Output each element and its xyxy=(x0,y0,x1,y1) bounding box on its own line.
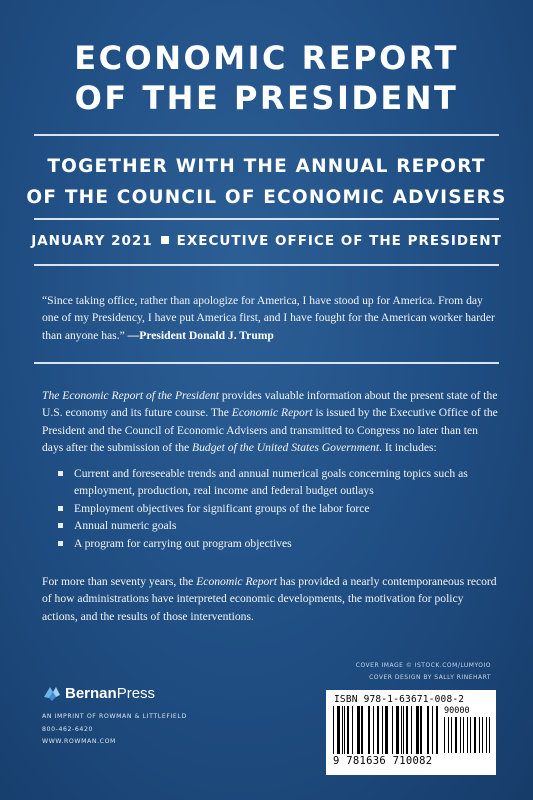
bernan-press-logo-icon xyxy=(42,683,62,703)
isbn-barcode xyxy=(326,690,496,775)
description-text-3: . It includes: xyxy=(379,441,437,455)
imprint-line: AN IMPRINT OF ROWMAN & LITTLEFIELD xyxy=(42,713,187,720)
ean-barcode-bars xyxy=(333,706,439,754)
publisher-website: WWW.ROWMAN.COM xyxy=(42,738,116,745)
cover-title xyxy=(0,38,533,118)
price-barcode-bars xyxy=(444,717,490,753)
square-separator-icon xyxy=(161,236,169,244)
subtitle-line-1: TOGETHER WITH THE ANNUAL REPORT xyxy=(47,156,486,177)
publisher-phone: 800-462-6420 xyxy=(42,725,94,733)
history-report-italic: Economic Report xyxy=(196,575,278,588)
quote-text: “Since taking office, rather than apologize for America, I have stood up for America. From day one of my Presidency, I have put America first, and I have fought for the American worker harder than anyone has.” xyxy=(42,294,495,342)
isbn-number: ISBN 978-1-63671-008-2 xyxy=(334,694,465,705)
report-title-italic: The Economic Report of the President xyxy=(42,389,219,402)
cover-image-credit: COVER IMAGE © ISTOCK.COM/LUMYOIO xyxy=(355,662,491,669)
logo-text-press: Press xyxy=(116,684,156,702)
divider-subtitle xyxy=(34,218,499,220)
publisher-info xyxy=(42,711,187,749)
cover-credits xyxy=(356,660,491,684)
bernan-press-logo xyxy=(42,682,155,704)
presidential-quote xyxy=(42,292,497,344)
cover-design-credit: COVER DESIGN BY SALLY RINEHART xyxy=(369,674,491,681)
subtitle-line-2: OF THE COUNCIL OF ECONOMIC ADVISERS xyxy=(26,187,507,208)
description-report-italic: Economic Report xyxy=(231,406,313,420)
dateline xyxy=(0,233,533,249)
logo-text-bernan: Bernan xyxy=(65,684,117,702)
ean-digits: 9 781636 710082 xyxy=(333,755,433,767)
budget-title-italic: Budget of the United States Government xyxy=(192,441,380,455)
title-line-2: OF THE PRESIDENT xyxy=(74,79,459,117)
divider-quote xyxy=(34,362,499,364)
issuing-office: EXECUTIVE OFFICE OF THE PRESIDENT xyxy=(176,233,502,249)
list-item: Employment objectives for significant groups of the labor force xyxy=(74,500,494,517)
list-item: Annual numeric goals xyxy=(74,517,494,534)
report-contents-list xyxy=(74,465,494,552)
description-text-1: provides valuable information about the present state of the U.S. economy and its future course. The xyxy=(42,389,498,420)
title-line-1: ECONOMIC REPORT xyxy=(74,39,459,77)
quote-attribution: —President Donald J. Trump xyxy=(127,328,274,342)
cover-subtitle xyxy=(0,151,533,213)
report-description xyxy=(42,387,498,457)
history-text-1: For more than seventy years, the xyxy=(42,575,197,588)
description-text-2: is issued by the Executive Office of the President and the Council of Economic Advisers and transmitted to Congress no later than ten days after the submission of the xyxy=(42,406,498,455)
report-history xyxy=(42,573,498,625)
divider-dateline xyxy=(34,264,499,266)
price-code: 90000 xyxy=(444,706,470,716)
report-date: JANUARY 2021 xyxy=(31,233,153,249)
history-text-2: has provided a nearly contemporaneous record of how administrations have interpreted economic developments, the motivation for policy actions, and the results of those interventions. xyxy=(42,575,497,623)
list-item: A program for carrying out program objectives xyxy=(74,535,494,552)
list-item: Current and foreseeable trends and annual numerical goals concerning topics such as employment, production, real income and federal budget outlays xyxy=(74,465,494,500)
divider-top xyxy=(34,134,499,136)
